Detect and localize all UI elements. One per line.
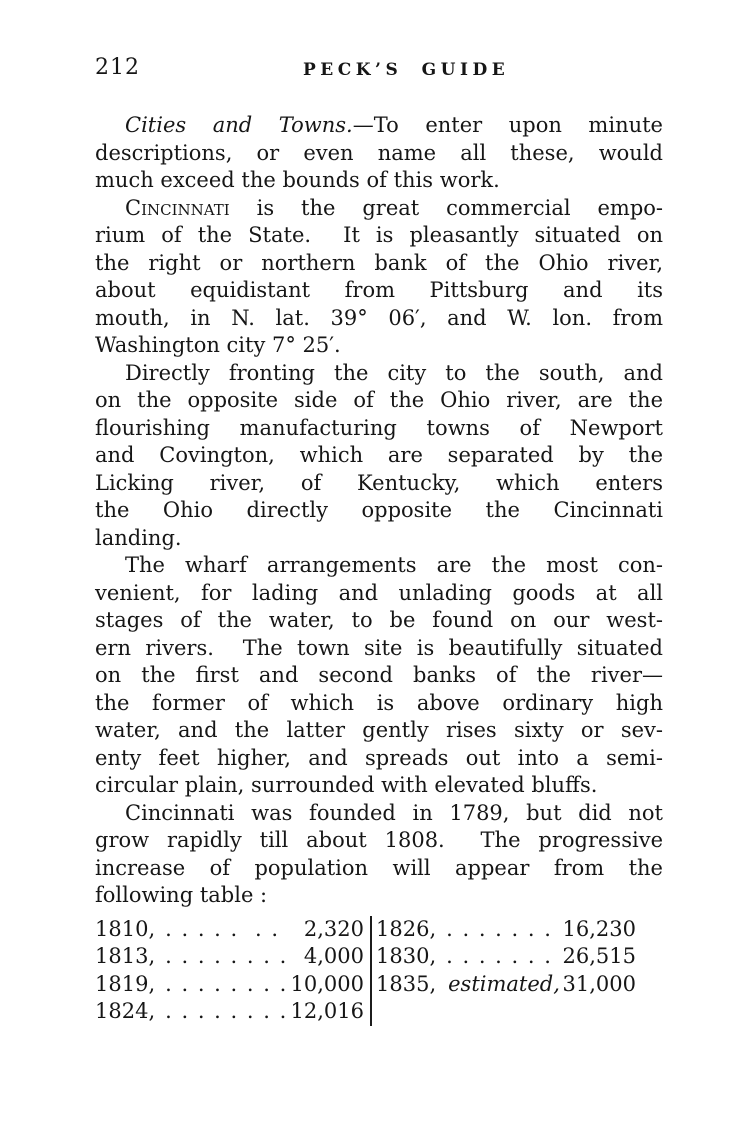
year-cell: 1830,: [376, 944, 437, 968]
text-run: landing.: [95, 525, 182, 550]
table-row: [376, 916, 636, 944]
dot-leader: . . . . . . .: [446, 944, 553, 968]
text-run: enty feet higher, and spreads out into a semi-: [95, 745, 663, 770]
text-run: stages of the water, to be found on our west-: [95, 608, 663, 632]
text-run: the right or northern bank of the Ohio river,: [95, 250, 663, 275]
population-table: [95, 916, 663, 1026]
table-row: [376, 943, 636, 971]
text-run: Washington city 7° 25′.: [95, 333, 341, 357]
text-line: [95, 717, 663, 745]
text-run: flourishing manufacturing towns of Newport: [95, 415, 663, 440]
dot-leader: . . . . . . .: [165, 916, 280, 941]
text-line: [95, 360, 663, 388]
paragraph-cincinnati-situation: [95, 195, 663, 360]
text-line: [95, 442, 663, 470]
table-row: [95, 943, 364, 971]
text-line: [95, 662, 663, 690]
population-value-cell: 10,000: [290, 971, 364, 996]
year-cell: 1826,: [376, 916, 437, 941]
text-line: [95, 580, 663, 608]
text-run: and Covington, which are separated by the: [95, 443, 663, 467]
text-run: following table :: [95, 883, 268, 907]
text-run: on the first and second banks of the river—: [95, 663, 663, 687]
text-run: much exceed the bounds of this work.: [95, 168, 500, 192]
year-cell: 1819,: [95, 971, 156, 996]
text-line: [95, 415, 663, 443]
paragraph-founding-population: [95, 800, 663, 910]
italic-run: Cities and Towns.: [125, 113, 353, 137]
year-cell: 1810,: [95, 916, 156, 941]
text-line: [95, 745, 663, 773]
running-title: PECK’S GUIDE: [303, 60, 510, 80]
text-line: [95, 855, 663, 883]
paragraph-newport-covington: [95, 360, 663, 553]
text-line: [95, 195, 663, 223]
text-line: [95, 800, 663, 828]
text-line: [95, 552, 663, 580]
text-run: on the opposite side of the Ohio river, are the: [95, 388, 663, 412]
text-run: descriptions, or even name all these, would: [95, 140, 663, 165]
text-run: venient, for lading and unlading goods at all: [95, 580, 663, 605]
year-cell: 1813,: [95, 944, 156, 968]
page-body: [95, 112, 663, 910]
dot-leader: . . . . . . .: [446, 916, 553, 941]
table-row: [376, 971, 636, 999]
paragraph-wharf-town-site: [95, 552, 663, 800]
text-run: The wharf arrangements are the most con-: [125, 553, 663, 577]
text-line: [95, 112, 663, 140]
text-line: [95, 525, 663, 553]
population-table-right-column: [372, 916, 636, 1026]
population-value-cell: 26,515: [562, 944, 636, 968]
text-line: [95, 635, 663, 663]
text-run: increase of population will appear from the: [95, 855, 663, 880]
smallcaps-run: Cincinnati: [125, 195, 230, 220]
text-line: [95, 470, 663, 498]
dot-leader: . . . . . . . .: [165, 944, 288, 968]
text-line: [95, 882, 663, 910]
text-run: Cincinnati was founded in 1789, but did not: [125, 800, 663, 825]
dot-leader: . . . . . . . .: [165, 971, 288, 996]
text-line: [95, 607, 663, 635]
page-number: 212: [95, 55, 140, 80]
paragraph-cities-and-towns: [95, 112, 663, 195]
text-run: is the great commercial empo-: [229, 195, 663, 220]
text-run: Directly fronting the city to the south, and: [125, 360, 663, 385]
population-value-cell: 2,320: [303, 916, 364, 941]
text-line: [95, 772, 663, 800]
dot-leader: . . . . . . . .: [165, 999, 288, 1023]
page-header: [95, 55, 663, 85]
text-run: about equidistant from Pittsburg and its: [95, 278, 663, 302]
text-run: ern rivers. The town site is beautifully situated: [95, 635, 663, 660]
estimated-label: estimated,: [448, 971, 560, 996]
year-cell: 1824,: [95, 999, 156, 1023]
text-run: the former of which is above ordinary high: [95, 690, 663, 715]
table-row: [95, 971, 364, 999]
text-run: —To enter upon minute: [352, 113, 663, 137]
text-line: [95, 140, 663, 168]
text-line: [95, 167, 663, 195]
text-line: [95, 277, 663, 305]
text-line: [95, 305, 663, 333]
population-table-left-column: [95, 916, 372, 1026]
year-cell: 1835,: [376, 971, 437, 996]
text-run: the Ohio directly opposite the Cincinnati: [95, 498, 663, 522]
text-line: [95, 332, 663, 360]
population-value-cell: 16,230: [562, 916, 636, 941]
text-run: rium of the State. It is pleasantly situated on: [95, 223, 663, 247]
table-row: [95, 998, 364, 1026]
text-line: [95, 222, 663, 250]
text-run: Licking river, of Kentucky, which enters: [95, 470, 663, 495]
table-row: [95, 916, 364, 944]
text-line: [95, 387, 663, 415]
text-run: grow rapidly till about 1808. The progressive: [95, 828, 663, 852]
text-run: mouth, in N. lat. 39° 06′, and W. lon. from: [95, 305, 663, 330]
text-run: circular plain, surrounded with elevated bluffs.: [95, 773, 598, 797]
text-run: water, and the latter gently rises sixty or sev-: [95, 718, 663, 742]
text-line: [95, 690, 663, 718]
population-value-cell: 31,000: [562, 971, 636, 996]
text-line: [95, 497, 663, 525]
population-value-cell: 12,016: [290, 999, 364, 1023]
text-line: [95, 827, 663, 855]
text-line: [95, 250, 663, 278]
population-value-cell: 4,000: [303, 944, 364, 968]
